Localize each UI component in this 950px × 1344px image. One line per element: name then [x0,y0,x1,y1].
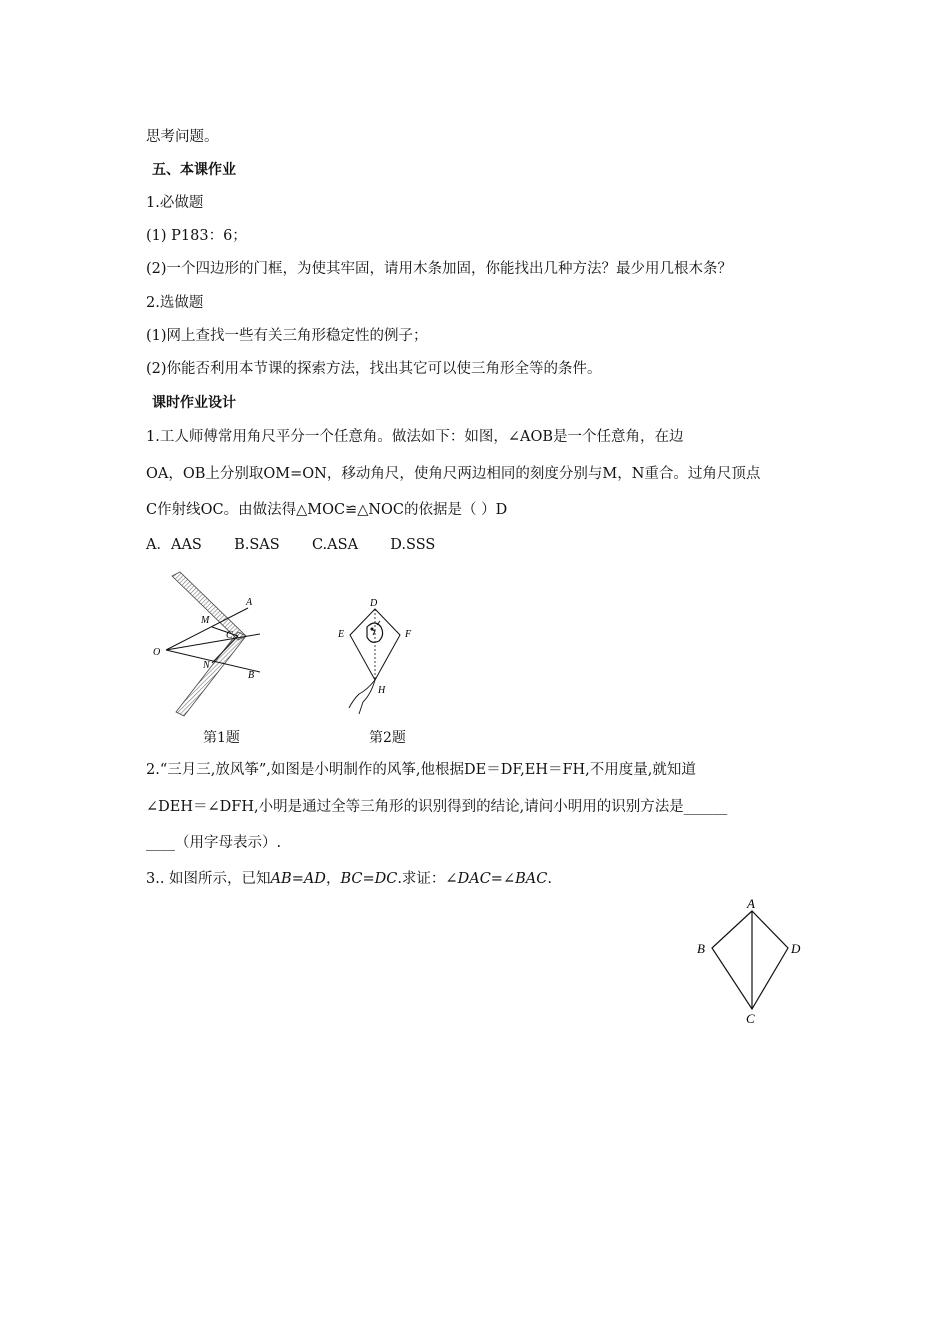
fig2-label-d: D [370,598,378,609]
q3-prove: .求证：∠ [397,871,458,887]
text-line-4: (1) P183：6； [146,228,247,244]
figure-1-angle-square [150,570,275,720]
q3-dac: DAC [457,871,491,887]
text-line-3: 1.必做题 [146,195,204,211]
section-heading-design: 课时作业设计 [152,395,236,411]
fig3-label-a: A [747,896,755,911]
fig1-label-b: B [248,670,255,681]
q3-period: . [547,871,552,887]
figure-3-quadrilateral [692,893,812,1025]
question-2-line-1: 2.“三月三,放风筝”,如图是小明制作的风筝,他根据DE＝DF,EH＝FH,不用度量,就知道 [146,762,696,778]
question-1-line-2: OA，OB上分别取OM=ON，移动角尺，使角尺两边相同的刻度分别与M，N重合。过角尺顶点 [146,466,761,482]
fig1-label-c: C [226,630,233,641]
question-1-line-1: 1.工人师傅常用角尺平分一个任意角。做法如下：如图，∠AOB是一个任意角，在边 [146,429,684,445]
fig3-label-c: C [746,1011,755,1025]
text-line-5: (2)一个四边形的门框，为使其牢固，请用木条加固，你能找出几种方法？最少用几根木条？ [146,261,733,277]
fig3-label-b: B [697,941,705,956]
q3-ab-ad: AB=AD [270,871,326,887]
fig2-label-h: H [378,685,386,696]
q3-eq: =∠ [490,871,516,887]
fig2-label-e: E [338,629,345,640]
figure-2-kite [325,595,425,720]
caption-figure-2: 第2题 [369,730,406,746]
q3-comma: ， [325,871,341,887]
fig1-label-n: N [203,660,210,671]
fig3-label-d: D [791,941,801,956]
question-2-line-2: ∠DEH＝∠DFH,小明是通过全等三角形的识别得到的结论,请问小明用的识别方法是______ [146,799,728,815]
fig1-label-o: O [153,647,161,658]
caption-figure-1: 第1题 [203,730,240,746]
q3-bac: BAC [515,871,548,887]
fig1-label-m: M [201,615,210,626]
text-line-6: 2.选做题 [146,295,204,311]
q3-bc-dc: BC=DC [340,871,398,887]
fig2-label-f: F [405,629,412,640]
question-1-options: A．AAS B.SAS C.ASA D.SSS [146,537,436,553]
q3-intro: 3.. 如图所示，已知 [146,871,271,887]
section-heading-homework: 五、本课作业 [152,162,236,178]
text-line-7: (1)网上查找一些有关三角形稳定性的例子； [146,328,428,344]
question-3-line [146,869,552,889]
text-line-8: (2)你能否利用本节课的探索方法，找出其它可以使三角形全等的条件。 [146,361,602,377]
text-line-1: 思考问题。 [146,129,219,145]
question-1-line-3: C作射线OC。由做法得△MOC≌△NOC的依据是（ ）D [146,502,508,518]
fig1-label-a: A [246,597,253,608]
question-2-line-3: ____（用字母表示）. [146,835,282,851]
